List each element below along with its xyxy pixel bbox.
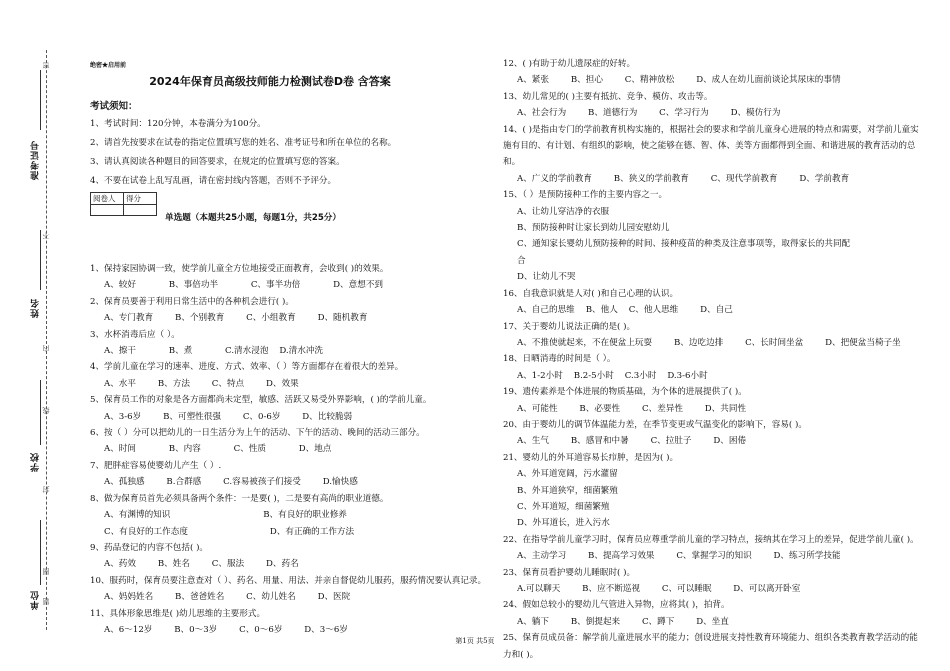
- question-text: 2、保育员要善于利用日常生活中的各种机会进行( )。: [90, 296, 294, 307]
- question-options: A、外耳道宽阔，污水灌留 B、外耳道狭窄，细菌繁殖 C、外耳道短，细菌繁殖 D、外耳道长，进入污水: [517, 469, 618, 529]
- question-options: A、不推使就起来，不在便盆上玩耍 B、边吃边排 C、长时间坐盆 D、把便盆当椅子坐: [517, 337, 901, 348]
- notice-rule: 1、考试时间：120分钟，本卷满分为100分。: [90, 119, 266, 129]
- notice-rule: 2、请首先按要求在试卷的指定位置填写您的姓名、准考证号和所在单位的名称。: [90, 138, 397, 148]
- unit-underline: [40, 520, 42, 585]
- seal-mark: 封: [42, 486, 50, 493]
- exam-number-underline: [40, 70, 42, 130]
- seal-line: [46, 50, 47, 630]
- question-options: A、让幼儿穿洁净的衣服 B、预防接种时让家长到幼儿园安慰幼儿 C、通知家长婴幼儿预防接种的时间、接种疫苗的种类及注意事项等，取得家长的共同配 合 D、让幼儿不哭: [517, 206, 851, 283]
- question-text: 8、做为保育员首先必须具备两个条件：一是要( )，二是要有高尚的职业道德。: [90, 493, 389, 504]
- question-options: A、主动学习 B、提高学习效果 C、掌握学习的知识 D、练习所学技能: [517, 551, 841, 562]
- notice-rule: 4、不要在试卷上乱写乱画，请在密封线内答题，否则不予评分。: [90, 176, 337, 186]
- unit-label: 单位: [31, 590, 41, 610]
- question-text: 1、保持家园协调一致，使学前儿童全方位地接受正面教育，会收到( )的效果。: [90, 264, 389, 274]
- question-text: 20、由于婴幼儿的调节体温能力差，在季节变更或气温变化的影响下，容易( )。: [503, 419, 807, 430]
- question-text: 9、药品登记的内容不包括( )。: [90, 542, 209, 553]
- question-options: A、1-2小时 B.2-5小时 C.3小时 D.3-6小时: [517, 370, 708, 381]
- question-options: A、生气 B、感冒和中暑 C、拉肚子 D、困倦: [517, 436, 747, 447]
- question-text: 7、肥胖症容易使婴幼儿产生（ ）.: [90, 460, 222, 471]
- section-title: 单选题（本题共25小题，每题1分，共25分）: [165, 213, 341, 223]
- page-footer: 第1页 共5页: [455, 637, 495, 645]
- question-text: 14、( )是指由专门的学前教育机构实施的，根据社会的要求和学前儿童身心进展的特点和需要，对学前儿童实施有目的、有计划、有组织的影响，使之能够在德、智、体、美等方面都得到全面、和谐进展的教育活动的总和。: [503, 124, 919, 168]
- question-text: 6、按（ ）分可以把幼儿的一日生活分为上午的活动、下午的活动、晚间的活动三部分。: [90, 428, 425, 439]
- score-table: [90, 192, 157, 216]
- notice-heading: 考试须知：: [90, 101, 138, 112]
- question-text: 15、（ ）是预防接种工作的主要内容之一。: [503, 190, 668, 201]
- question-options: A、3-6岁 B、可塑性很强 C、0-6岁 D、比较脆弱: [104, 411, 353, 422]
- score-blank: [124, 205, 157, 216]
- question-options: A、有渊博的知识 B、有良好的职业修养 C、有良好的工作态度 D、有正确的工作方法: [104, 510, 355, 537]
- question-text: 4、学前儿童在学习的速率、进度、方式、效率、（ ）等方面都存在着很大的差异。: [90, 362, 404, 373]
- seal-mark: 不: [42, 232, 50, 239]
- question-text: 17、关于婴幼儿说法正确的是( )。: [503, 321, 636, 332]
- question-text: 5、保育员工作的对象是各方面都尚未定型，敏感、活跃又易受外界影响，( )的学前儿童。: [90, 395, 432, 406]
- question-options: A、6～12岁 B、0～3岁 C、0～6岁 D、3～6岁: [104, 624, 348, 635]
- question-options: A、专门教育 B、个别教育 C、小组教育 D、随机教育: [104, 313, 368, 324]
- seal-mark: 密: [42, 62, 50, 69]
- seal-mark: 圈: [42, 568, 50, 575]
- question-text: 16、自我意识就是人对( )和自己心理的认识。: [503, 288, 679, 299]
- name-label: 姓名: [31, 298, 41, 318]
- school-label: 学校: [31, 452, 41, 472]
- binding-margin: [0, 0, 72, 671]
- score-cell: 得分: [124, 193, 157, 205]
- notice-rule: 3、请认真阅读各种题目的回答要求，在规定的位置填写您的答案。: [90, 157, 345, 167]
- question-text: 13、幼儿常见的( )主要有抵抗、竞争、模仿、攻击等。: [503, 91, 713, 102]
- question-text: 23、保育员看护婴幼儿睡眠时( )。: [503, 567, 636, 578]
- page-title: 2024年保育员高级技师能力检测试卷D卷 含答案: [149, 75, 391, 88]
- question-options: A.可以聊天 B、应不断巡视 C、可以睡眠 D、可以离开卧室: [517, 584, 801, 594]
- question-options: A、紧张 B、担心 C、精神放松 D、成人在幼儿面前谈论其尿床的事情: [517, 75, 841, 86]
- question-text: 21、婴幼儿的外耳道容易长疖肿，是因为( )。: [503, 452, 679, 463]
- question-options: A、社会行为 B、道德行为 C、学习行为 D、模仿行为: [517, 108, 781, 119]
- name-underline: [40, 230, 42, 290]
- question-options: A、药效 B、姓名 C、服法 D、药名: [104, 559, 299, 570]
- seal-mark: 题: [42, 598, 50, 605]
- left-question-column: [90, 261, 490, 638]
- seal-mark: 内: [42, 345, 50, 352]
- question-options: A、较好 B、事倍功半 C、事半功倍 D、意想不到: [104, 280, 384, 291]
- question-options: A、广义的学前教育 B、狭义的学前教育 C、现代学前教育 D、学前教育: [517, 173, 850, 184]
- question-text: 19、遗传素养是个体进展的物质基础，为个体的进展提供了( )。: [503, 387, 747, 398]
- seal-mark: 线: [42, 407, 50, 414]
- question-text: 25、保育员成员备：解学前儿童进展水平的能力；创设进展支持性教育环境能力、组织各类教育教学活动的能力和( )。: [503, 633, 918, 660]
- question-text: 22、在指导学前儿童学习时，保育员应尊重学前儿童的学习特点，接纳其在学习上的差异，促进学前儿童( )。: [503, 534, 919, 545]
- question-options: A、水平 B、方法 C、特点 D、效果: [104, 378, 299, 389]
- reviewer-cell: 阅卷人: [91, 193, 124, 205]
- reviewer-blank: [91, 205, 124, 216]
- right-question-column: [503, 56, 923, 663]
- question-options: A、躺下 B、倒提起来 C、蹲下 D、坐直: [517, 616, 729, 627]
- question-text: 24、假如总较小的婴幼儿气管进入异物，应将其( )，拍背。: [503, 600, 730, 611]
- question-options: A、擦干 B、煮 C.清水浸泡 D.清水冲洗: [104, 346, 324, 357]
- exam-number-label: 准考证号: [31, 140, 41, 180]
- question-options: A、可能性 B、必要性 C、差异性 D、共同性: [517, 403, 747, 414]
- question-text: 11、具体形象思维是( )幼儿思维的主要形式。: [90, 608, 266, 619]
- question-options: A、孤独感 B.合群感 C.容易被孩子们接受 D.愉快感: [104, 477, 358, 488]
- question-options: A、时间 B、内容 C、性质 D、地点: [104, 444, 332, 455]
- question-options: A、自己的思维 B、他人 C、他人思维 D、自己: [517, 305, 733, 316]
- question-text: 18、日晒消毒的时间是（ ）。: [503, 354, 616, 365]
- question-text: 10、服药时，保育员要注意查对（ ）、药名、用量、用法、并亲自督促幼儿服药，服药情况要认真记录。: [90, 575, 487, 586]
- question-options: A、妈妈姓名 B、爸爸姓名 C、幼儿姓名 D、医院: [104, 592, 351, 603]
- question-text: 3、水杯消毒后应（ ）。: [90, 329, 180, 340]
- question-text: 12、( )有助于幼儿遗尿症的好转。: [503, 59, 636, 69]
- secret-mark: 绝密★启用前: [90, 62, 127, 69]
